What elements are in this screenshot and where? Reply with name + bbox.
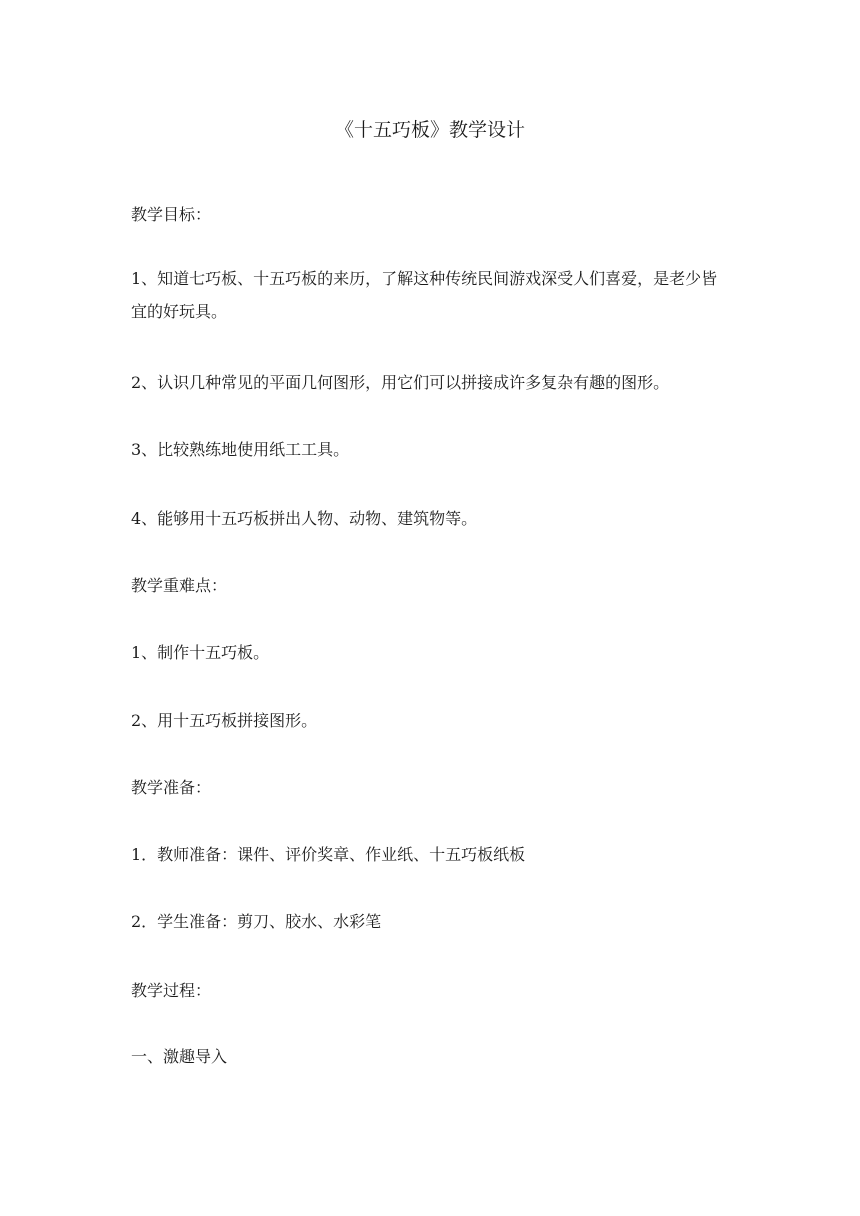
key-point-item: 1、制作十五巧板。	[131, 643, 270, 662]
teaching-goal-item: 2、认识几种常见的平面几何图形，用它们可以拼接成许多复杂有趣的图形。	[131, 373, 670, 392]
key-point-item: 2、用十五巧板拼接图形。	[131, 711, 318, 730]
teaching-goal-item: 1、知道七巧板、十五巧板的来历，了解这种传统民间游戏深受人们喜爱，是老少皆宜的好玩具。	[131, 269, 718, 321]
preparation-item: 1．教师准备：课件、评价奖章、作业纸、十五巧板纸板	[131, 845, 526, 864]
teaching-goal-item: 3、比较熟练地使用纸工工具。	[131, 440, 350, 459]
document-title: 《十五巧板》教学设计	[334, 119, 525, 141]
key-points-heading: 教学重难点：	[131, 576, 228, 595]
preparation-item: 2．学生准备：剪刀、胶水、水彩笔	[131, 912, 382, 931]
teaching-goal-item: 4、能够用十五巧板拼出人物、动物、建筑物等。	[131, 509, 478, 528]
teaching-goals-heading: 教学目标：	[131, 205, 212, 224]
process-heading: 教学过程：	[131, 981, 212, 1000]
preparation-heading: 教学准备：	[131, 778, 212, 797]
process-item: 一、激趣导入	[131, 1047, 228, 1066]
